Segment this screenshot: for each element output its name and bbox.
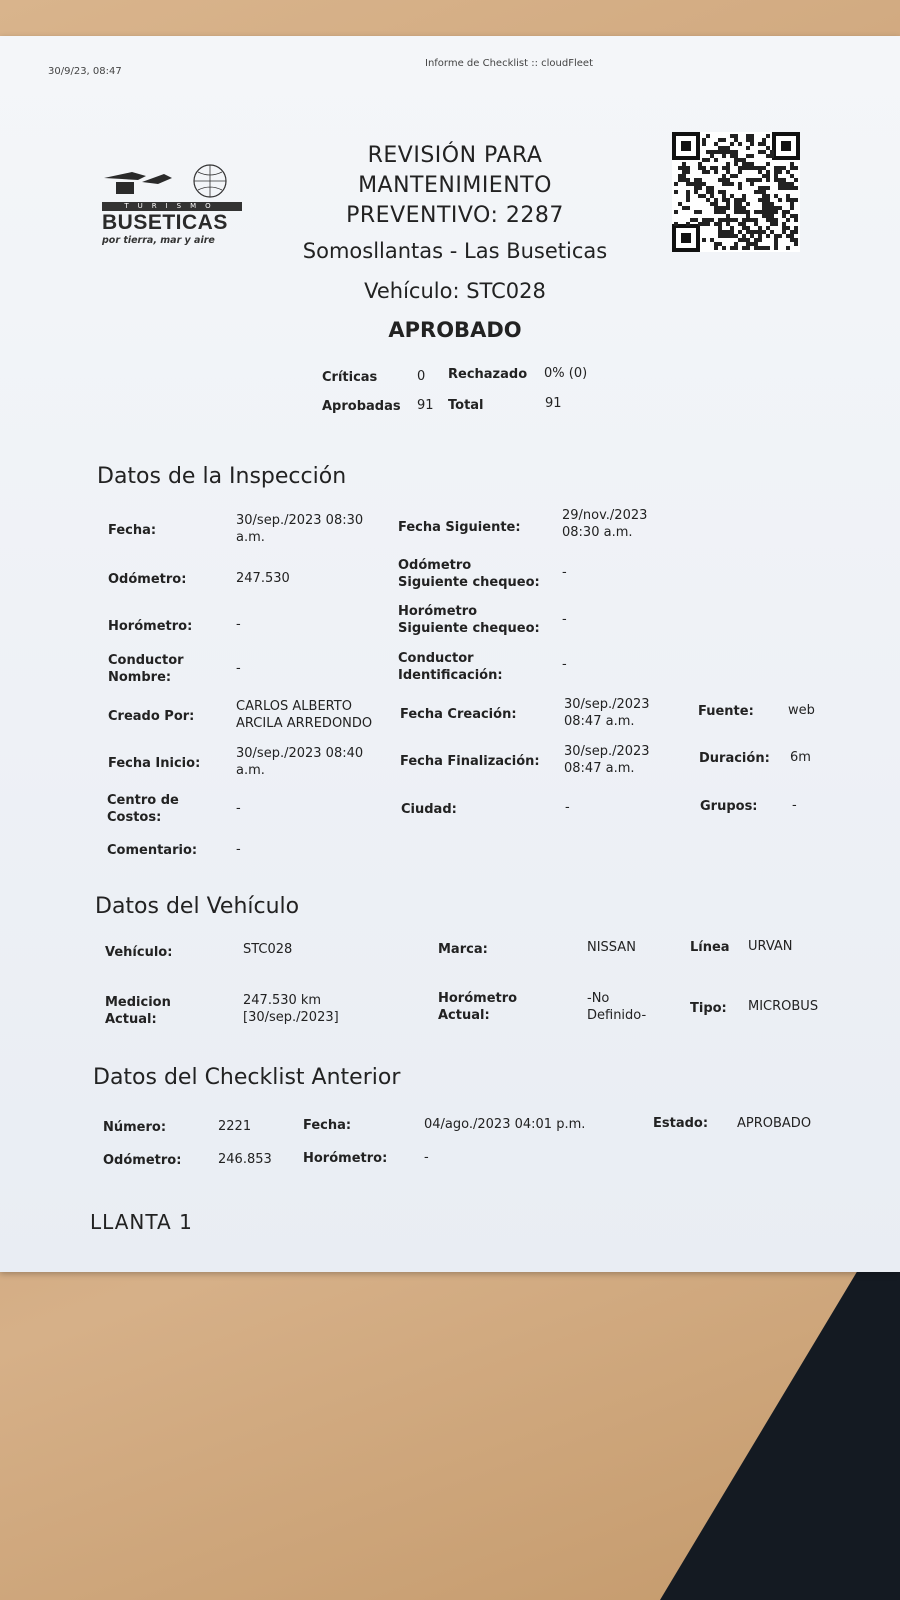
medicion-actual-label: Medicion Actual: — [105, 995, 171, 1027]
fecha-siguiente-label: Fecha Siguiente: — [398, 520, 521, 535]
tipo-label: Tipo: — [690, 1001, 727, 1016]
estado-label: Estado: — [653, 1116, 709, 1131]
fecha-creacion-label: Fecha Creación: — [400, 707, 517, 722]
grupos-label: Grupos: — [700, 799, 758, 814]
vehiculo-label: Vehículo: — [105, 945, 173, 960]
creado-por-label: Creado Por: — [108, 709, 195, 724]
duracion-label: Duración: — [699, 751, 770, 766]
fecha-value: 30/sep./2023 08:30 a.m. — [236, 513, 364, 545]
anterior-horometro-label: Horómetro: — [303, 1151, 388, 1166]
odometro-label: Odómetro: — [108, 572, 187, 587]
odometro-value: 247.530 — [236, 571, 290, 586]
title-line-2: MANTENIMIENTO — [358, 173, 552, 198]
logo-band-text: TURISMO — [102, 202, 242, 211]
criticas-value: 0 — [417, 369, 426, 384]
aprobadas-value: 91 — [417, 398, 434, 413]
comentario-label: Comentario: — [107, 843, 198, 858]
qr-code-icon — [672, 132, 800, 252]
company-logo — [102, 164, 252, 246]
aprobadas-label: Aprobadas — [322, 399, 401, 414]
fuente-label: Fuente: — [698, 704, 754, 719]
comentario-value: - — [236, 842, 241, 857]
duracion-value: 6m — [790, 750, 811, 765]
horometro-siguiente-value: - — [562, 612, 567, 627]
vehiculo-value: STC028 — [243, 942, 293, 957]
horometro-siguiente-label: Horómetro Siguiente chequeo: — [398, 604, 540, 636]
fecha-finalizacion-label: Fecha Finalización: — [400, 754, 540, 769]
ciudad-label: Ciudad: — [401, 802, 457, 817]
fecha-label: Fecha: — [108, 523, 157, 538]
print-source: Informe de Checklist :: cloudFleet — [425, 58, 593, 69]
horometro-label: Horómetro: — [108, 619, 193, 634]
report-title — [255, 141, 655, 231]
title-line-1: REVISIÓN PARA — [367, 143, 543, 168]
section-anterior-heading: Datos del Checklist Anterior — [93, 1065, 401, 1090]
numero-label: Número: — [103, 1120, 167, 1135]
vehicle-heading: Vehículo: STC028 — [364, 279, 546, 303]
horometro-actual-value: -No Definido- — [587, 991, 647, 1023]
fecha-inicio-label: Fecha Inicio: — [108, 756, 201, 771]
status-heading: APROBADO — [388, 318, 522, 342]
linea-label: Línea — [690, 940, 730, 955]
rechazado-label: Rechazado — [448, 367, 528, 382]
linea-value: URVAN — [748, 939, 793, 954]
marca-label: Marca: — [438, 942, 488, 957]
estado-value: APROBADO — [737, 1116, 812, 1131]
logo-graphic-icon — [102, 164, 252, 198]
creado-por-value: CARLOS ALBERTO ARCILA ARREDONDO — [236, 699, 373, 731]
fecha-finalizacion-value: 30/sep./2023 08:47 a.m. — [564, 744, 650, 776]
anterior-horometro-value: - — [424, 1150, 429, 1165]
total-value: 91 — [545, 396, 562, 411]
logo-tagline: por tierra, mar y aire — [102, 235, 215, 246]
fecha-inicio-value: 30/sep./2023 08:40 a.m. — [236, 746, 364, 778]
section-vehiculo-heading: Datos del Vehículo — [95, 894, 300, 919]
criticas-label: Críticas — [322, 370, 378, 385]
rechazado-value: 0% (0) — [544, 366, 588, 381]
medicion-actual-value: 247.530 km [30/sep./2023] — [243, 993, 339, 1025]
llanta-heading: LLANTA 1 — [90, 1210, 193, 1234]
odometro-siguiente-label: Odómetro Siguiente chequeo: — [398, 558, 540, 590]
conductor-nombre-value: - — [236, 661, 241, 676]
centro-costos-label: Centro de Costos: — [107, 793, 179, 825]
total-label: Total — [448, 398, 484, 413]
marca-value: NISSAN — [587, 940, 636, 955]
grupos-value: - — [792, 798, 797, 813]
horometro-actual-label: Horómetro Actual: — [438, 991, 518, 1023]
anterior-odometro-label: Odómetro: — [103, 1153, 182, 1168]
company-name: Somosllantas - Las Buseticas — [302, 239, 608, 263]
logo-name: BUSETICAS — [102, 211, 228, 234]
checklist-document — [0, 36, 900, 1272]
conductor-nombre-label: Conductor Nombre: — [108, 653, 184, 685]
conductor-id-label: Conductor Identificación: — [398, 651, 503, 683]
centro-costos-value: - — [236, 801, 241, 816]
conductor-id-value: - — [562, 657, 567, 672]
tipo-value: MICROBUS — [748, 999, 819, 1014]
anterior-fecha-value: 04/ago./2023 04:01 p.m. — [424, 1117, 586, 1132]
fuente-value: web — [788, 703, 815, 718]
fecha-siguiente-value: 29/nov./2023 08:30 a.m. — [562, 508, 648, 540]
print-timestamp: 30/9/23, 08:47 — [48, 66, 122, 77]
title-line-3: PREVENTIVO: 2287 — [346, 203, 564, 228]
ciudad-value: - — [565, 800, 570, 815]
numero-value: 2221 — [218, 1119, 252, 1134]
section-inspeccion-heading: Datos de la Inspección — [97, 464, 347, 489]
odometro-siguiente-value: - — [562, 565, 567, 580]
horometro-value: - — [236, 617, 241, 632]
anterior-fecha-label: Fecha: — [303, 1118, 352, 1133]
anterior-odometro-value: 246.853 — [218, 1152, 272, 1167]
fecha-creacion-value: 30/sep./2023 08:47 a.m. — [564, 697, 650, 729]
